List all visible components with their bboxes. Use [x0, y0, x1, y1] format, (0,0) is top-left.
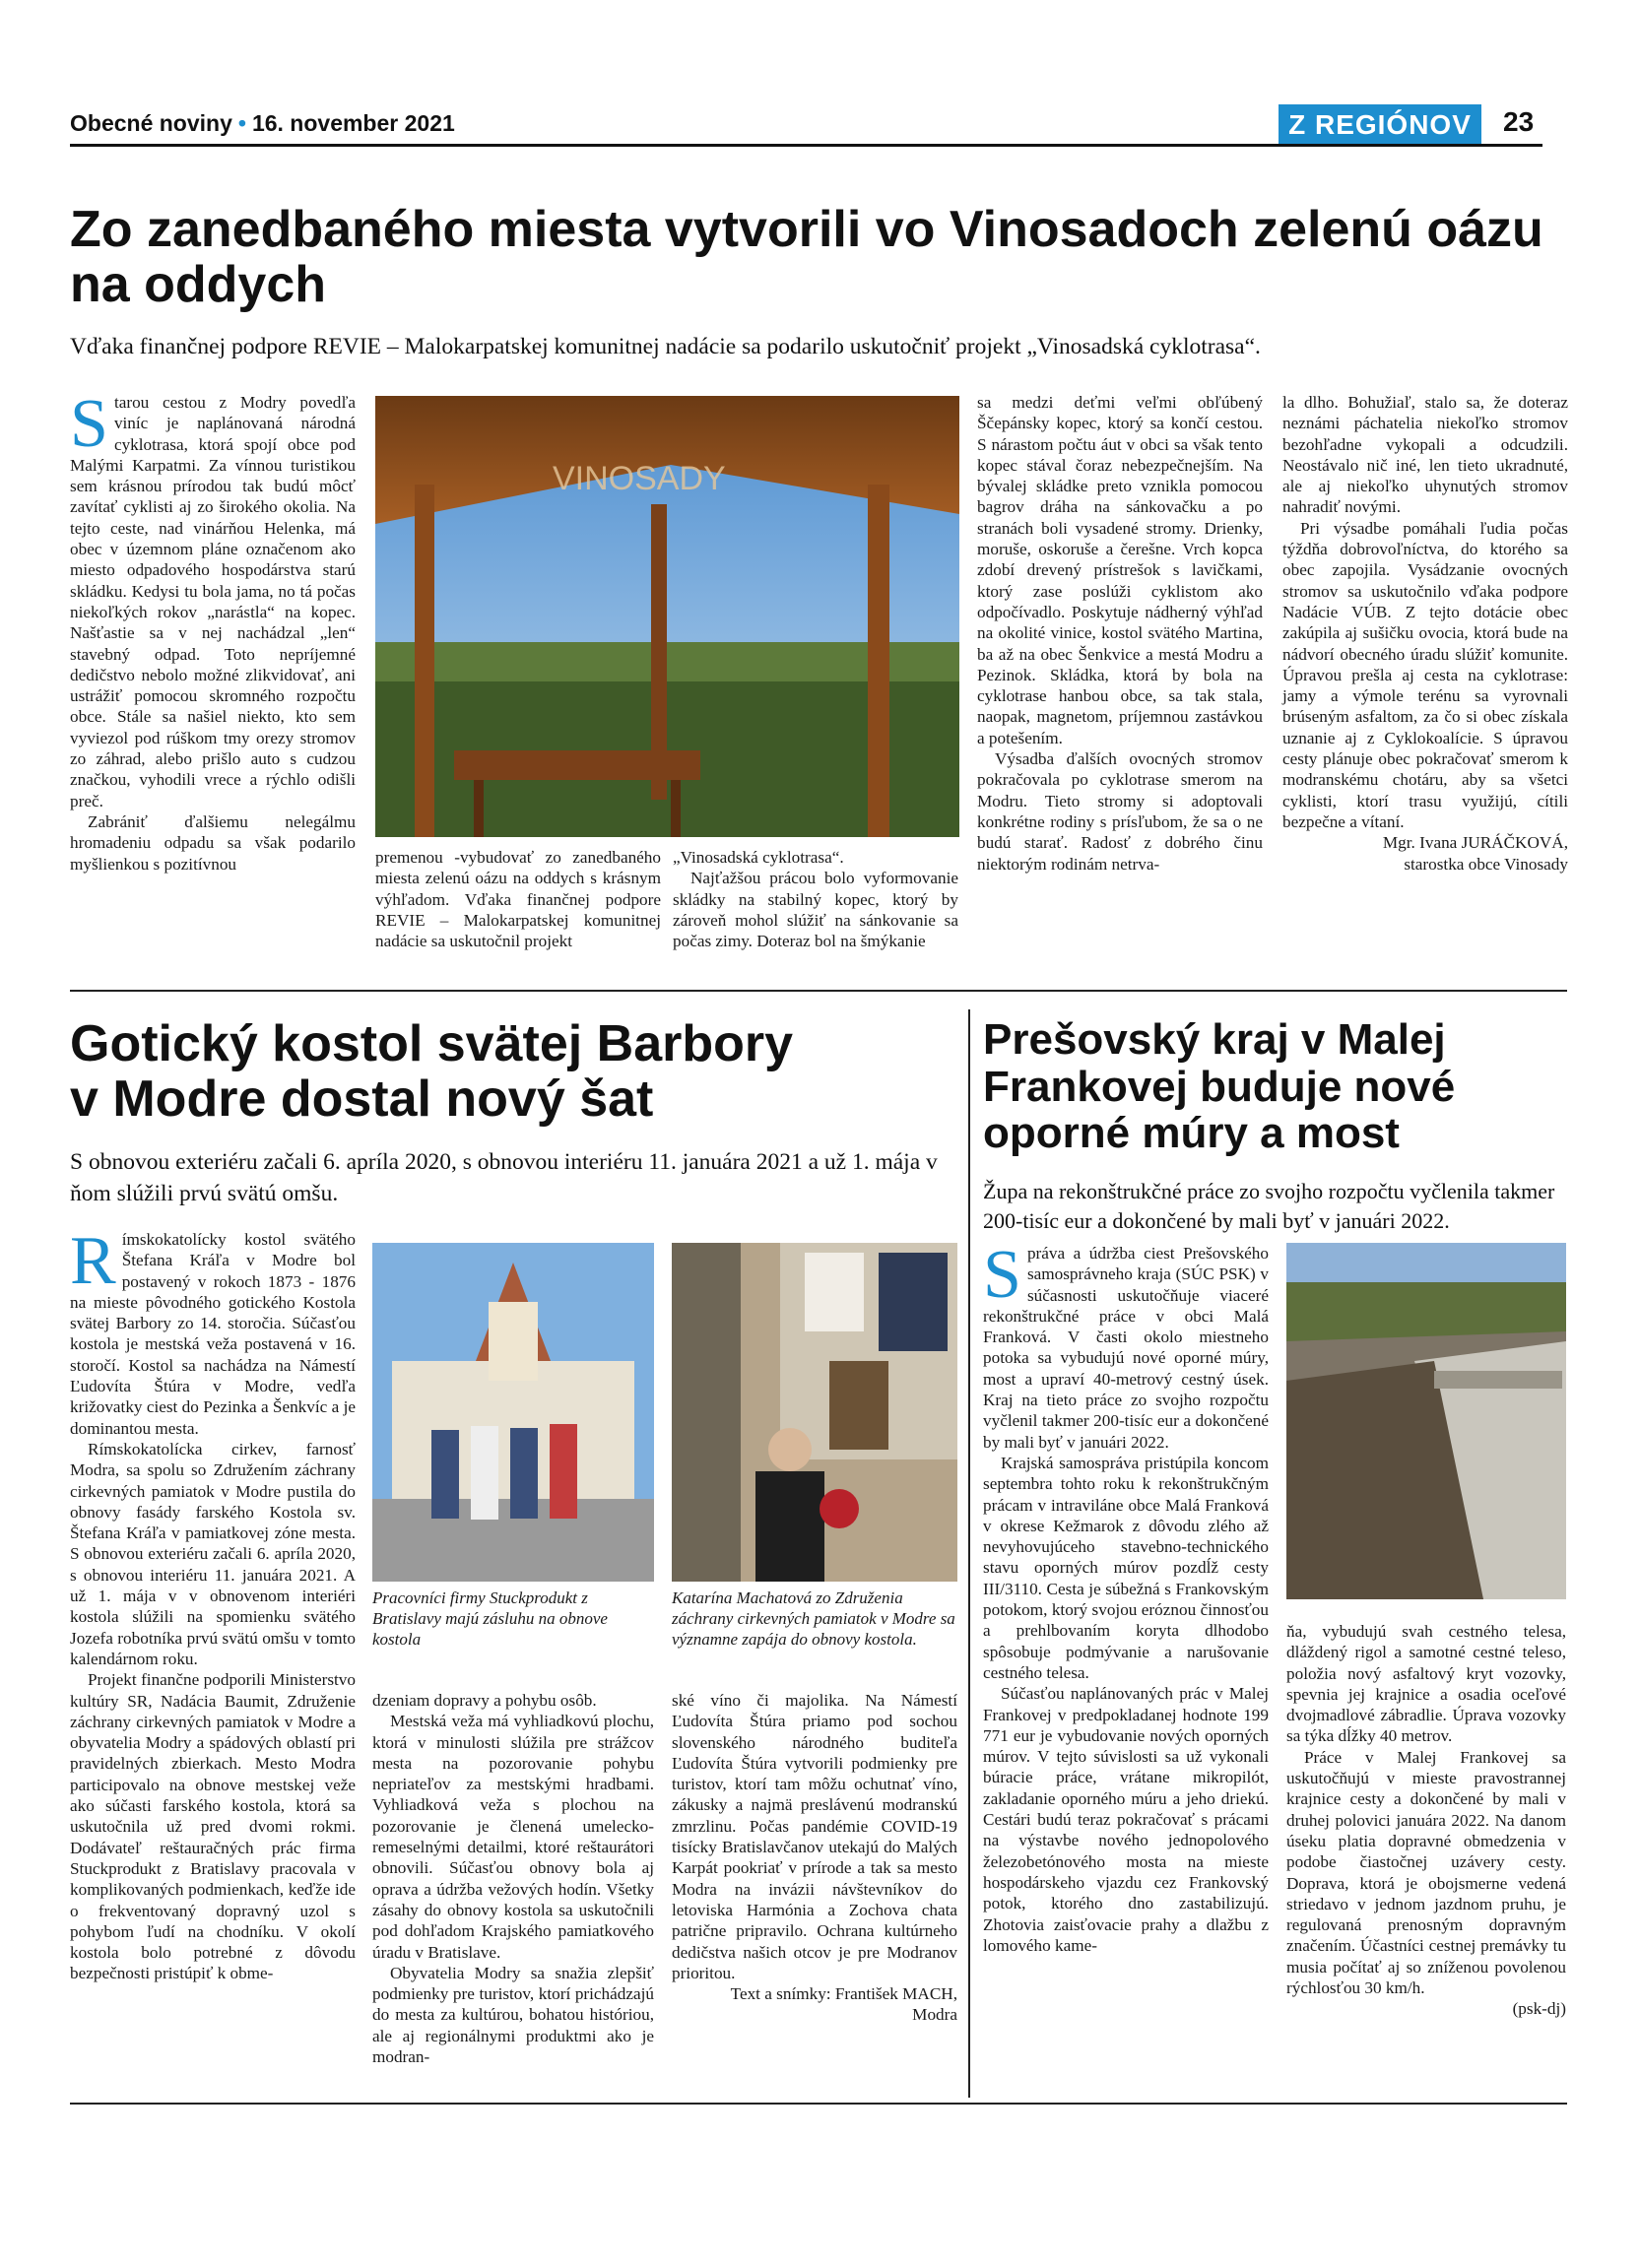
paragraph: sa medzi deťmi veľmi obľúbený Ščepánsky kopec, ktorý sa končí cestou. S nárastom počtu áut v obci sa však tento kopec stával čoraz nebezpečnejším. Na bývalej skládke preto vznikla pomocou bagrov dráha na sánkovačku a po stranách boli vysadené stromy. Drienky, moruše, oskoruše a čerešne. Vrch kopca zdobí drevený prístrešok s lavičkami, ktorý zase poslúži cyklistom ako odpočívadlo. Poskytuje nádherný výhľad na okolité vinice, kostol svätého Martina, ba až na obec Šenkvice a mestá Modru a Pezinok. Skládka, ktorá by bola na cyklotrase hanbou obce, sa tak stala, naopak, magnetom, príjemnou zastávkou a potešením.	[977, 393, 1263, 747]
paragraph: ňa, vybudujú svah cestného telesa, dláždený rigol a samotné cestné teleso, položia nový asfaltový kryt vozovky, spevnia jej krajnice a osadia oceľové dvojmadlové zábradlie. Úprava vozovky sa týka dĺžky 40 metrov.	[1286, 1622, 1566, 1746]
article1-title: Zo zanedbaného miesta vytvorili vo Vinosadoch zelenú oázu na oddych	[70, 201, 1543, 314]
paragraph: ské víno či majolika. Na Námestí Ľudovíta Štúra priamo pod sochou slovenského národného buditeľa Ľudovíta Štúra vytvorili podmienky pre turistov, ktorí tam môžu ochutnať víno, zákusky a najmä preslávenú modranskú zmrzlinu. Počas pandémie COVID-19 tisícky Bratislavčanov utekajú do Malých Karpát pookriať v prírode a tak sa mesto Modra na invázii návštevníkov do letoviska Harmónia a Zochova chata patrične pripravilo. Ochrana kultúrneho dedičstva našich otcov je pre Modranov prioritou.	[672, 1691, 957, 1982]
article2-lead: S obnovou exteriéru začali 6. apríla 2020, s obnovou interiéru 11. januára 2021 a už 1. mája v ňom slúžili prvú svätú omšu.	[70, 1149, 938, 1207]
paragraph: la dlho. Bohužiaľ, stalo sa, že doteraz neznámi páchatelia niekoľko stromov bezohľadne vykopali a odcudzili. Neostávalo nič iné, len tieto ukradnuté, ale aj niekoľko uhynutých stromov nahradiť novými.	[1282, 393, 1568, 517]
paper-name: Obecné noviny	[70, 110, 232, 136]
header-rule	[70, 144, 1542, 147]
paragraph: Mestská veža má vyhliadkovú plochu, ktorá v minulosti slúžila pre strážcov mesta na pozorovanie pohybu nepriateľov za mestskými hradbami. Vyhliadková veža s plochou na pozorovanie je členená umelecko-remeselnými detailmi, ktoré reštaurátori obnovili. Súčasťou obnovy bola aj oprava a údržba vežových hodín. Všetky zásahy do obnovy kostola sa uskutočnili pod dohľadom Krajského pamiatkového úradu v Bratislave.	[372, 1712, 654, 1962]
article2-col2	[372, 1690, 654, 2067]
paragraph: premenou -vybudovať zo zanedbaného miesta zelenú oázu na oddych s krásnym výhľadom. Vďaka finančnej podpore REVIE – Malokarpatskej komunitnej nadácie sa uskutočnil projekt	[375, 848, 661, 951]
signature-role: starostka obce Vinosady	[1404, 854, 1568, 874]
section-badge: Z REGIÓNOV	[1279, 104, 1481, 146]
photo-caption: Katarína Machatová zo Združenia záchrany cirkevných pamiatok v Modre sa významne zapája do obnovy kostola.	[672, 1588, 955, 1649]
paragraph: Súčasťou naplánovaných prác v Malej Frankovej v predpokladanej hodnote 199 771 eur je vybudovanie nových oporných múrov. V tejto súvislosti sa už vykonali búracie práce, vrátane mikropilót, zakladanie oporného múru a jeho driekú. Cestári budú teraz pokračovať s prácami na výstavbe nového jednopolového železobetónového mosta na mieste hospodárskeho vjazdu cez Frankovský potok, ktorého dno zastabilizujú. Zhotovia zaisťovacie prahy a dlažbu z lomového kame-	[983, 1684, 1269, 1955]
photo-road-works	[1286, 1243, 1566, 1599]
title-line: oporné múry a most	[983, 1109, 1400, 1158]
dropcap: S	[983, 1237, 1021, 1313]
paragraph: dzeniam dopravy a pohybu osôb.	[372, 1691, 597, 1710]
signature: (psk-dj)	[1512, 1999, 1566, 2019]
page-number: 23	[1503, 106, 1535, 137]
paragraph: ímskokatolícky kostol svätého Štefana Kráľa v Modre bol postavený v rokoch 1873 - 1876 na mieste pôvodného gotického Kostola svätej Barbory zo 14. storočia. Súčasťou kostola je mestská veža postavená v 16. storočí. Kostol sa nachádza na Námestí Ľudovíta Štúra v Modre, vedľa križovatky ciest do Pezinka a Šenkvíc a je dominantou mesta.	[70, 1230, 356, 1438]
article2-title	[70, 1016, 956, 1127]
paragraph: práva a údržba ciest Prešovského samosprávneho kraja (SÚC PSK) v súčasnosti uskutočňuje viaceré rekonštrukčné práce v obci Malá Franková. V časti okolo miestneho potoka sa vybudujú nové oporné múry, most a upraví 40-metrový cestný úsek. Kraj na tieto práce zo svojho rozpočtu vyčlenil takmer 200-tisíc eur a dokončené by mali byť v januári 2022.	[983, 1244, 1269, 1452]
article2-col3	[672, 1690, 957, 2026]
photo-gazebo	[375, 396, 959, 837]
photo-sign-text: VINOSADY	[553, 460, 726, 497]
photo-workers	[372, 1243, 654, 1582]
paragraph: Obyvatelia Modry sa snažia zlepšiť podmienky pre turistov, ktorí prichádzajú do mesta za kultúrou, bohatou históriou, ale aj regionálnymi produktmi ako je modran-	[372, 1963, 654, 2067]
article3-col1	[983, 1237, 1269, 1956]
bottom-rule	[70, 2103, 1567, 2105]
title-line: Prešovský kraj v Malej	[983, 1015, 1446, 1064]
signature-name: Text a snímky: František MACH,	[730, 1984, 957, 2004]
signature-name: Mgr. Ivana JURÁČKOVÁ,	[1382, 833, 1568, 853]
masthead	[70, 110, 455, 137]
article3-col2	[1286, 1621, 1566, 2020]
article3-lead: Župa na rekonštrukčné práce zo svojho rozpočtu vyčlenila takmer 200-tisíc eur a dokončené by mali byť v januári 2022.	[983, 1179, 1555, 1234]
paragraph: tarou cestou z Modry povedľa viníc je naplánovaná národná cyklotrasa, ktorá spojí obce pod Malými Karpatmi. Za vínnou turistikou sem krásnou prírodou tak budú môcť zavítať cyklisti aj zo širokého okolia. Na tejto ceste, nad vinárňou Helenka, má obec v územnom pláne označenom ako miesto odpadového hospodárstva starú skládku. Kedysi tu bola jama, no tá počas niekoľkých rokov „narástla“ na kopec. Našťastie sa v nej nachádzal „len“ stavebný odpad. Toto nepríjemné dedičstvo nebolo možné zlikvidovať, ani ustrážiť pomocou skromného rozpočtu obce. Stále sa našiel niekto, kto sem vyviezol pod rúškom tmy orezy stromov zo záhrad, alebo prišlo auto s cudzou značkou, vyhodili vrece a rýchlo odišli preč.	[70, 393, 356, 810]
title-line: v Modre dostal nový šat	[70, 1070, 654, 1129]
photo-caption: Pracovníci firmy Stuckprodukt z Bratislavy majú zásluhu na obnove kostola	[372, 1588, 608, 1649]
article1-col1	[70, 386, 356, 875]
article3-title	[983, 1016, 1564, 1157]
paragraph: Práce v Malej Frankovej sa uskutočňujú v mieste pravostrannej krajnice cesty a dokončené by mali v druhej polovici januára 2022. Na danom úseku platia dopravné obmedzenia v podobe čiastočnej uzávery cesty. Doprava, ktorá je obojsmerne vedená striedavo v jednom jazdnom pruhu, je regulovaná prenosným dopravným značením. Účastníci cestnej premávky tu musia počítať aj so zníženou povolenou rýchlosťou 30 km/h.	[1286, 1747, 1566, 1998]
article1-col3	[673, 847, 958, 951]
separator-dot: •	[237, 110, 246, 136]
paragraph: Rímskokatolícka cirkev, farnosť Modra, sa spolu so Združením záchrany cirkevných pamiatok v Modre pustila do obnovy fasády farského Kostola sv. Štefana Kráľa v pamiatkovej zóne mesta. S obnovou exteriéru začali 6. apríla 2020, s obnovou interiéru 11. januára 2021. A už 1. mája v v obnovenom interiéri kostola slúžili na spomienku svätého Jozefa robotníka prvú svätú omšu v tomto kalendárnom roku.	[70, 1439, 356, 1668]
paragraph: Výsadba ďalších ovocných stromov pokračovala po cyklotrase smerom na Modru. Tieto stromy si adoptovali konkrétne rodiny s prísľubom, že sa o ne budú starať. Radosť z dobrého činu niektorým rodinám netrva-	[977, 749, 1263, 874]
article1-col2	[375, 847, 661, 951]
dropcap: R	[70, 1223, 116, 1299]
column-divider	[968, 1009, 970, 2098]
photo-statue	[672, 1243, 957, 1582]
dropcap: S	[70, 386, 108, 462]
article1-col5	[1282, 392, 1568, 875]
paragraph: „Vinosadská cyklotrasa“.	[673, 848, 844, 867]
paragraph: Projekt finančne podporili Ministerstvo kultúry SR, Nadácia Baumit, Združenie záchrany cirkevných pamiatok v Modre a obyvatelia Modry a spádových oblastí pri pravidelných zbierkach. Mesto Modra participovalo na obnove mestskej veže ako súčasti farského kostola, ktorá sa uskutočnila už pred dvomi rokmi. Dodávateľ reštauračných prác firma Stuckprodukt z Bratislavy pracovala v komplikovaných podmienkach, keďže ide o frekventovaný dopravný uzol s pohybom ľudí na chodníku. V okolí kostola bolo potrebné z dôvodu bezpečnosti pristúpiť k obme-	[70, 1670, 356, 1983]
paragraph: Zabrániť ďalšiemu nelegálmu hromadeniu odpadu sa však podarilo myšlienkou s pozitívnou	[70, 811, 356, 874]
title-line: Gotický kostol svätej Barbory	[70, 1015, 794, 1072]
title-line: Frankovej buduje nové	[983, 1062, 1456, 1111]
article2-col1	[70, 1223, 356, 1984]
divider	[70, 990, 1567, 992]
paragraph: Pri výsadbe pomáhali ľudia počas týždňa dobrovoľníctva, do ktorého sa obec zapojila. Vysádzanie ovocných stromov sa uskutočnilo vďaka podpore Nadácie VÚB. Z tejto dotácie obec zakúpila aj sušičku ovocia, ktorá bude na nádvorí obecného úradu slúžiť komunite. Úpravou prešla aj cesta na cyklotrase: jamy a výmole terénu sa vyrovnali brúseným asfaltom, za čo si obec získala uznanie aj z Cyklokoalície. S úpravou cesty plánuje obec pokračovať smerom k modranskému chotáru, aby sa všetci cyklisti, ktorí trasu využijú, cítili bezpečne a vítaní.	[1282, 518, 1568, 831]
paragraph: Krajská samospráva pristúpila koncom septembra tohto roku k rekonštrukčným prácam v intraviláne obce Malá Franková v okrese Kežmarok z dôvodu zlého až nevyhovujúceho stavebno-technického stavu oporných múrov pozdĺž cesty III/3110. Cesta je súbežná s Frankovským potokom, ktorý svojou eróznou činnosťou a prehlbovaním koryta dlhodobo spôsobuje podmývanie a narušovanie cestného telesa.	[983, 1453, 1269, 1682]
paragraph: Najťažšou prácou bolo vyformovanie skládky na stabilný kopec, ktorý by zároveň mohol slúžiť na sánkovanie sa počas zimy. Doteraz bol na šmýkanie	[673, 869, 958, 951]
article1-lead: Vďaka finančnej podpore REVIE – Malokarpatskej komunitnej nadácie sa podarilo uskutočniť projekt „Vinosadská cyklotrasa“.	[70, 334, 1261, 359]
signature-place: Modra	[912, 2005, 957, 2025]
article1-col4	[977, 392, 1263, 875]
issue-date: 16. november 2021	[251, 110, 455, 136]
